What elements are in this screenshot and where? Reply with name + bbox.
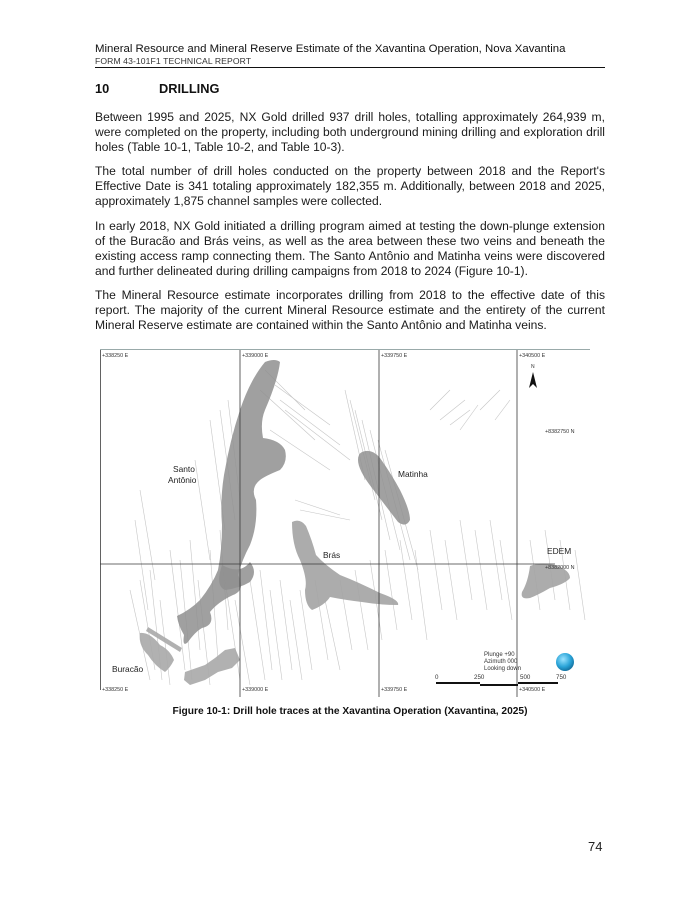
body-paragraph: Between 1995 and 2025, NX Gold drilled 937 drill holes, totalling approximately 264,939 m, were completed on the property, including both underground mining drilling and exploration drill holes (Table 10-1, Table 10-2, and Table 10-3). <box>95 110 605 154</box>
section-title: DRILLING <box>159 81 220 96</box>
plunge-text: Plunge +90 <box>484 652 515 658</box>
vein-santo-antonio <box>177 360 286 644</box>
view-orientation-text <box>484 652 521 673</box>
view-orientation-sphere-icon <box>556 653 574 671</box>
easting-label: +338250 E <box>102 687 129 693</box>
azimuth-text: Azimuth 000 <box>484 659 518 665</box>
vein-label-santo-antonio: Antônio <box>168 475 197 485</box>
map-graphic <box>100 350 590 697</box>
scale-tick-label: 750 <box>556 674 567 681</box>
northing-label: +8382000 N <box>545 565 575 571</box>
looking-text: Looking down <box>484 666 522 672</box>
figure-caption: Figure 10-1: Drill hole traces at the Xavantina Operation (Xavantina, 2025) <box>172 706 528 717</box>
section-number: 10 <box>95 81 110 96</box>
easting-label: +340500 E <box>519 353 546 359</box>
scale-bar <box>436 683 558 685</box>
header-rule <box>95 67 605 68</box>
vein-label-matinha: Matinha <box>398 469 428 479</box>
easting-label: +339750 E <box>381 687 408 693</box>
section-heading <box>95 81 219 96</box>
running-header-subtitle: FORM 43-101F1 TECHNICAL REPORT <box>95 56 252 66</box>
northing-label: +8382750 N <box>545 429 575 435</box>
body-paragraph: The total number of drill holes conducted on the property between 2018 and the Report's Effective Date is 341 totaling approximately 182,355 m. Additionally, between 2018 and 2025, approximately 1,875 channel samples were collected. <box>95 164 605 208</box>
easting-label: +339000 E <box>242 353 269 359</box>
scale-tick-label: 0 <box>435 674 439 681</box>
vein-label-bras: Brás <box>323 550 341 560</box>
north-arrow-label: N <box>531 364 535 370</box>
vein-label-buracao: Buracão <box>112 664 144 674</box>
easting-label: +339000 E <box>242 687 269 693</box>
scale-tick-label: 500 <box>520 674 531 681</box>
vein-label-edem: EDEM <box>547 546 572 556</box>
north-arrow-icon <box>529 372 537 388</box>
vein-label-santo-antonio: Santo <box>173 464 195 474</box>
page-number: 74 <box>588 839 603 854</box>
easting-label: +339750 E <box>381 353 408 359</box>
body-paragraph: The Mineral Resource estimate incorporates drilling from 2018 to the effective date of this report. The majority of the current Mineral Resource estimate and the entirety of the current Mineral Reserve estimate are contained within the Santo Antônio and Matinha veins. <box>95 288 605 332</box>
vein-bras <box>292 521 398 610</box>
coordinate-grid <box>100 350 555 697</box>
drill-hole-map-figure <box>100 349 590 697</box>
easting-label: +340500 E <box>519 687 546 693</box>
scale-tick-label: 250 <box>474 674 485 681</box>
running-header-title: Mineral Resource and Mineral Reserve Estimate of the Xavantina Operation, Nova Xavantina <box>95 43 566 55</box>
easting-label: +338250 E <box>102 353 129 359</box>
body-paragraph: In early 2018, NX Gold initiated a drilling program aimed at testing the down-plunge extension of the Buracão and Brás veins, as well as the area between these two veins and beneath the existing access ramp connecting them. The Santo Antônio and Matinha veins were discovered and further delineated during drilling campaigns from 2018 to 2024 (Figure 10-1). <box>95 219 605 278</box>
